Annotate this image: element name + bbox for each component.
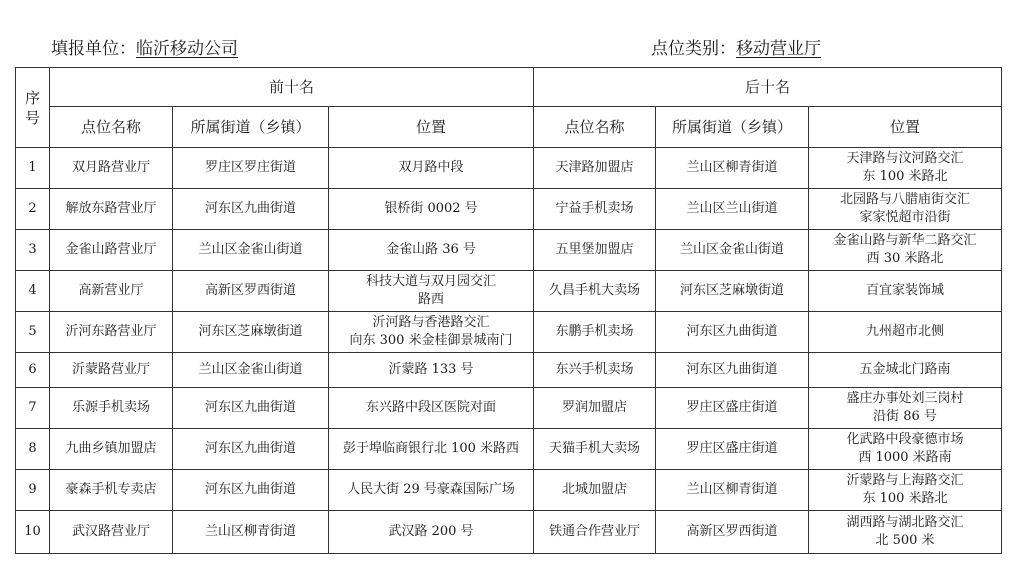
row-number-cell: 9 <box>16 470 50 511</box>
top-street-cell: 河东区芝麻墩街道 <box>173 312 329 353</box>
top-name-cell: 沂蒙路营业厅 <box>50 353 173 388</box>
bottom-name-cell: 天猫手机大卖场 <box>534 429 656 470</box>
bottom-name-cell: 北城加盟店 <box>534 470 656 511</box>
top-name-cell: 双月路营业厅 <box>50 148 173 189</box>
bottom-name-cell: 铁通合作营业厅 <box>534 511 656 554</box>
top-name-cell: 豪森手机专卖店 <box>50 470 173 511</box>
top-location-cell: 沂蒙路 133 号 <box>329 353 534 388</box>
top-location-cell: 武汉路 200 号 <box>329 511 534 554</box>
bottom-location-cell: 盛庄办事处刘三岗村 沿街 86 号 <box>809 388 1002 429</box>
row-number-cell: 3 <box>16 230 50 271</box>
bottom-street-cell: 河东区九曲街道 <box>656 312 809 353</box>
bottom-street-cell: 兰山区兰山街道 <box>656 189 809 230</box>
bottom-location-cell: 金雀山路与新华二路交汇 西 30 米路北 <box>809 230 1002 271</box>
top-street-cell: 高新区罗西街道 <box>173 271 329 312</box>
top-location-cell: 科技大道与双月园交汇 路西 <box>329 271 534 312</box>
location-category-value: 移动营业厅 <box>736 39 821 59</box>
top-street-cell: 河东区九曲街道 <box>173 189 329 230</box>
top-street-cell: 兰山区金雀山街道 <box>173 230 329 271</box>
location-category <box>651 34 821 59</box>
top-street-cell: 兰山区柳青街道 <box>173 511 329 554</box>
bottom-street-cell: 兰山区柳青街道 <box>656 148 809 189</box>
top-name-cell: 解放东路营业厅 <box>50 189 173 230</box>
table-row <box>16 388 1002 429</box>
bottom-name-cell: 罗润加盟店 <box>534 388 656 429</box>
bottom-street-cell: 兰山区金雀山街道 <box>656 230 809 271</box>
top-ten-header: 前十名 <box>50 68 534 107</box>
bottom-location-cell: 五金城北门路南 <box>809 353 1002 388</box>
bottom-location-cell: 九州超市北侧 <box>809 312 1002 353</box>
table-row <box>16 148 1002 189</box>
bottom-name-cell: 五里堡加盟店 <box>534 230 656 271</box>
top-street-cell: 河东区九曲街道 <box>173 388 329 429</box>
bottom-ten-header: 后十名 <box>534 68 1002 107</box>
location-category-label: 点位类别： <box>651 39 736 59</box>
row-number-cell: 1 <box>16 148 50 189</box>
row-number-cell: 5 <box>16 312 50 353</box>
top-name-header: 点位名称 <box>50 107 173 148</box>
reporting-unit <box>51 34 238 59</box>
bottom-street-header: 所属街道（乡镇） <box>656 107 809 148</box>
bottom-location-cell: 天津路与汶河路交汇 东 100 米路北 <box>809 148 1002 189</box>
table-row <box>16 429 1002 470</box>
bottom-name-cell: 久昌手机大卖场 <box>534 271 656 312</box>
top-location-header: 位置 <box>329 107 534 148</box>
top-name-cell: 金雀山路营业厅 <box>50 230 173 271</box>
top-street-cell: 兰山区金雀山街道 <box>173 353 329 388</box>
top-name-cell: 武汉路营业厅 <box>50 511 173 554</box>
top-location-cell: 银桥街 0002 号 <box>329 189 534 230</box>
top-location-cell: 人民大街 29 号豪森国际广场 <box>329 470 534 511</box>
bottom-street-cell: 高新区罗西街道 <box>656 511 809 554</box>
top-street-cell: 河东区九曲街道 <box>173 470 329 511</box>
table-row <box>16 470 1002 511</box>
row-number-cell: 10 <box>16 511 50 554</box>
row-number-cell: 2 <box>16 189 50 230</box>
bottom-location-cell: 北园路与八腊庙街交汇 家家悦超市沿街 <box>809 189 1002 230</box>
bottom-location-cell: 百宜家装饰城 <box>809 271 1002 312</box>
bottom-name-cell: 天津路加盟店 <box>534 148 656 189</box>
bottom-street-cell: 罗庄区盛庄街道 <box>656 429 809 470</box>
top-location-cell: 双月路中段 <box>329 148 534 189</box>
table-row <box>16 312 1002 353</box>
top-location-cell: 东兴路中段区医院对面 <box>329 388 534 429</box>
bottom-location-cell: 沂蒙路与上海路交汇 东 100 米路北 <box>809 470 1002 511</box>
top-name-cell: 乐源手机卖场 <box>50 388 173 429</box>
table-row <box>16 271 1002 312</box>
bottom-name-cell: 东鹏手机卖场 <box>534 312 656 353</box>
bottom-street-cell: 兰山区柳青街道 <box>656 470 809 511</box>
top-location-cell: 金雀山路 36 号 <box>329 230 534 271</box>
top-name-cell: 高新营业厅 <box>50 271 173 312</box>
sequence-header: 序 号 <box>16 68 50 148</box>
top-location-cell: 彭于埠临商银行北 100 米路西 <box>329 429 534 470</box>
row-number-cell: 7 <box>16 388 50 429</box>
bottom-name-cell: 东兴手机卖场 <box>534 353 656 388</box>
bottom-street-cell: 河东区芝麻墩街道 <box>656 271 809 312</box>
bottom-location-header: 位置 <box>809 107 1002 148</box>
bottom-street-cell: 河东区九曲街道 <box>656 353 809 388</box>
bottom-location-cell: 化武路中段豪德市场 西 1000 米路南 <box>809 429 1002 470</box>
reporting-unit-value: 临沂移动公司 <box>136 39 238 59</box>
top-name-cell: 沂河东路营业厅 <box>50 312 173 353</box>
top-street-header: 所属街道（乡镇） <box>173 107 329 148</box>
bottom-street-cell: 罗庄区盛庄街道 <box>656 388 809 429</box>
top-name-cell: 九曲乡镇加盟店 <box>50 429 173 470</box>
row-number-cell: 6 <box>16 353 50 388</box>
bottom-location-cell: 湖西路与湖北路交汇 北 500 米 <box>809 511 1002 554</box>
bottom-name-cell: 宁益手机卖场 <box>534 189 656 230</box>
reporting-unit-label: 填报单位： <box>51 39 136 59</box>
top-street-cell: 河东区九曲街道 <box>173 429 329 470</box>
ranking-table <box>15 67 1002 554</box>
table-row <box>16 230 1002 271</box>
table-row <box>16 189 1002 230</box>
bottom-name-header: 点位名称 <box>534 107 656 148</box>
top-location-cell: 沂河路与香港路交汇 向东 300 米金桂御景城南门 <box>329 312 534 353</box>
row-number-cell: 8 <box>16 429 50 470</box>
table-row <box>16 353 1002 388</box>
table-row <box>16 511 1002 554</box>
row-number-cell: 4 <box>16 271 50 312</box>
top-street-cell: 罗庄区罗庄街道 <box>173 148 329 189</box>
